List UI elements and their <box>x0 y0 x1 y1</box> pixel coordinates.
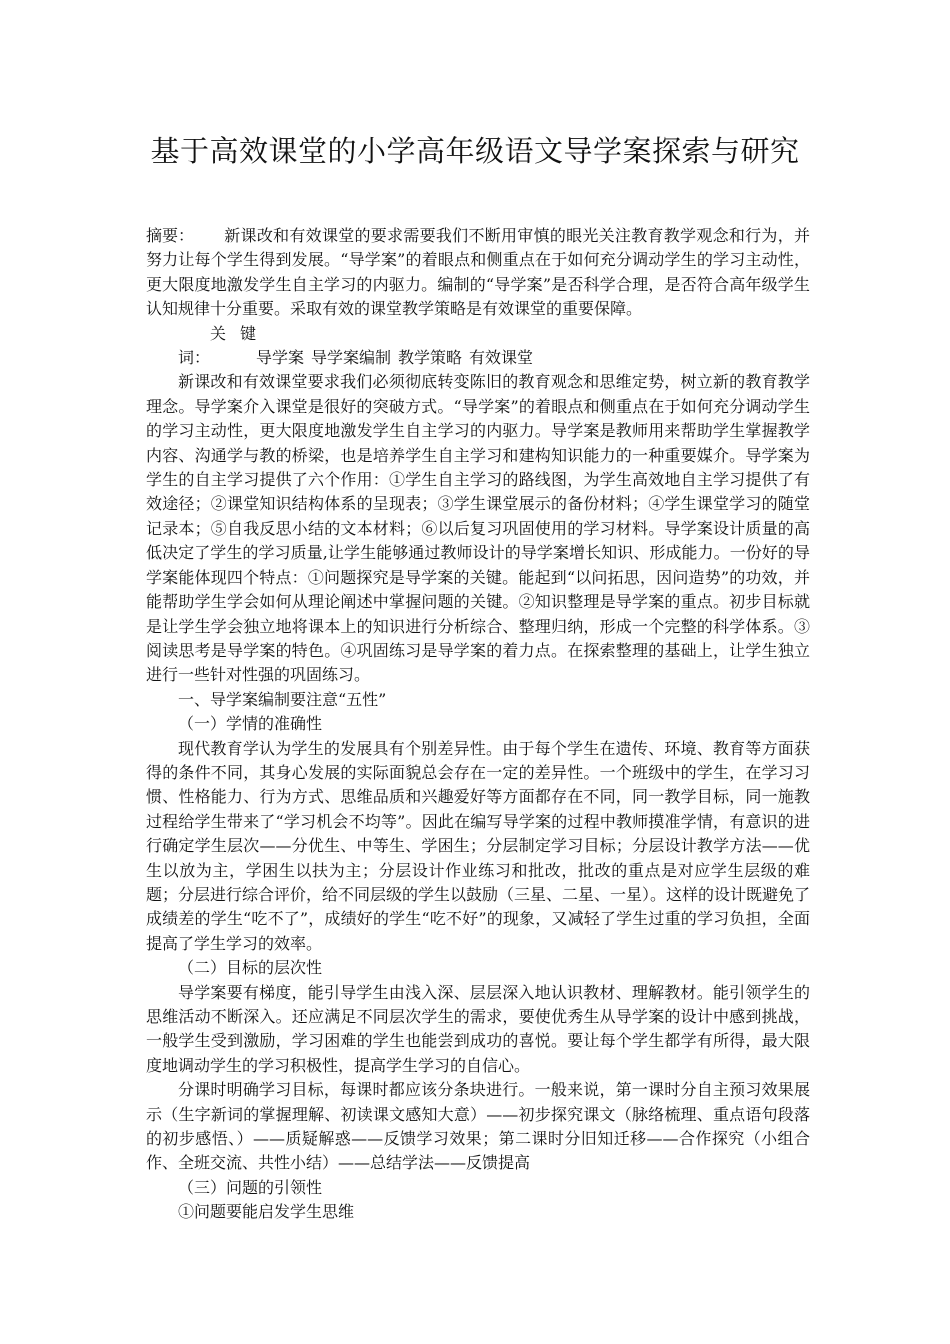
intro-paragraph: 新课改和有效课堂要求我们必须彻底转变陈旧的教育观念和思维定势，树立新的教育教学理念。导学案介入课堂是很好的突破方式。“导学案”的着眼点和侧重点在于如何充分调动学生的学习主动性，更大限度地激发学生自主学习的内驱力。导学案是教师用来帮助学生掌握教学内容、沟通学与教的桥梁，也是培养学生自主学习和建构知识能力的一种重要媒介。导学案为学生的自主学习提供了六个作用：①学生自主学习的路线图，为学生高效地自主学习提供了有效途径；②课堂知识结构体系的呈现表；③学生课堂展示的备份材料；④学生课堂学习的随堂记录本；⑤自我反思小结的文本材料；⑥以后复习巩固使用的学习材料。导学案设计质量的高低决定了学生的学习质量,让学生能够通过教师设计的导学案增长知识、形成能力。一份好的导学案能体现四个特点：①问题探究是导学案的关键。能起到“以问拓思，因问造势”的功效，并能帮助学生学会如何从理论阐述中掌握问题的关键。②知识整理是导学案的重点。初步目标就是让学生学会独立地将课本上的知识进行分析综合、整理归纳，形成一个完整的科学体系。③阅读思考是导学案的特色。④巩固练习是导学案的着力点。在探索整理的基础上，让学生独立进行一些针对性强的巩固练习。 <box>146 372 810 685</box>
subsection-heading: （二）目标的层次性 <box>178 958 323 978</box>
body-paragraph: 导学案要有梯度，能引导学生由浅入深、层层深入地认识教材、理解教材。能引领学生的思维活动不断深入。还应满足不同层次学生的需求，要使优秀生从导学案的设计中感到挑战，一般学生受到激励，学习困难的学生也能尝到成功的喜悦。要让每个学生都学有所得，最大限度地调动学生的学习积极性，提高学生学习的自信心。 <box>146 982 810 1075</box>
keyword: 导学案编制 <box>311 348 392 368</box>
keywords-paragraph <box>146 322 810 371</box>
keywords-label: 关键词： <box>178 323 256 368</box>
document-title: 基于高效课堂的小学高年级语文导学案探索与研究 <box>150 134 800 168</box>
document-body <box>146 224 810 1225</box>
body-paragraph: 分课时明确学习目标，每课时都应该分条块进行。一般来说，第一课时分自主预习效果展示（生字新词的掌握理解、初读课文感知大意）——初步探究课文（脉络梳理、重点语句段落的初步感悟、）——质疑解惑——反馈学习效果；第二课时分旧知迁移——合作探究（小组合作、全班交流、共性小结）——总结学法——反馈提高 <box>146 1080 810 1173</box>
list-item: ①问题要能启发学生思维 <box>178 1202 355 1222</box>
abstract-text: 新课改和有效课堂的要求需要我们不断用审慎的眼光关注教育教学观念和行为，并努力让每个学生得到发展。“导学案”的着眼点和侧重点在于如何充分调动学生的学习主动性，更大限度地激发学生自主学习的内驱力。编制的“导学案”是否科学合理，是否符合高年级学生认知规律十分重要。采取有效的课堂教学策略是有效课堂的重要保障。 <box>146 226 810 319</box>
keyword: 有效课堂 <box>469 348 534 368</box>
keyword: 教学策略 <box>398 348 463 368</box>
abstract-paragraph <box>146 224 810 322</box>
subsection-heading: （一）学情的准确性 <box>178 714 323 734</box>
body-paragraph: 现代教育学认为学生的发展具有个别差异性。由于每个学生在遗传、环境、教育等方面获得的条件不同，其身心发展的实际面貌总会存在一定的差异性。一个班级中的学生，在学习习惯、性格能力、行为方式、思维品质和兴趣爱好等方面都存在不同，同一教学目标，同一施教过程给学生带来了“学习机会不均等”。因此在编写导学案的过程中教师摸准学情，有意识的进行确定学生层次——分优生、中等生、学困生；分层制定学习目标；分层设计教学方法——优生以放为主，学困生以扶为主；分层设计作业练习和批改，批改的重点是对应学生层级的难题；分层进行综合评价，给不同层级的学生以鼓励（三星、二星、一星）。这样的设计既避免了成绩差的学生“吃不了”，成绩好的学生“吃不好”的现象，又减轻了学生过重的学习负担，全面提高了学生学习的效率。 <box>146 738 811 953</box>
section-heading: 一、导学案编制要注意“五性” <box>178 689 387 709</box>
abstract-label: 摘要： <box>146 226 195 245</box>
subsection-heading: （三）问题的引领性 <box>178 1177 323 1197</box>
keyword: 导学案 <box>256 348 305 368</box>
